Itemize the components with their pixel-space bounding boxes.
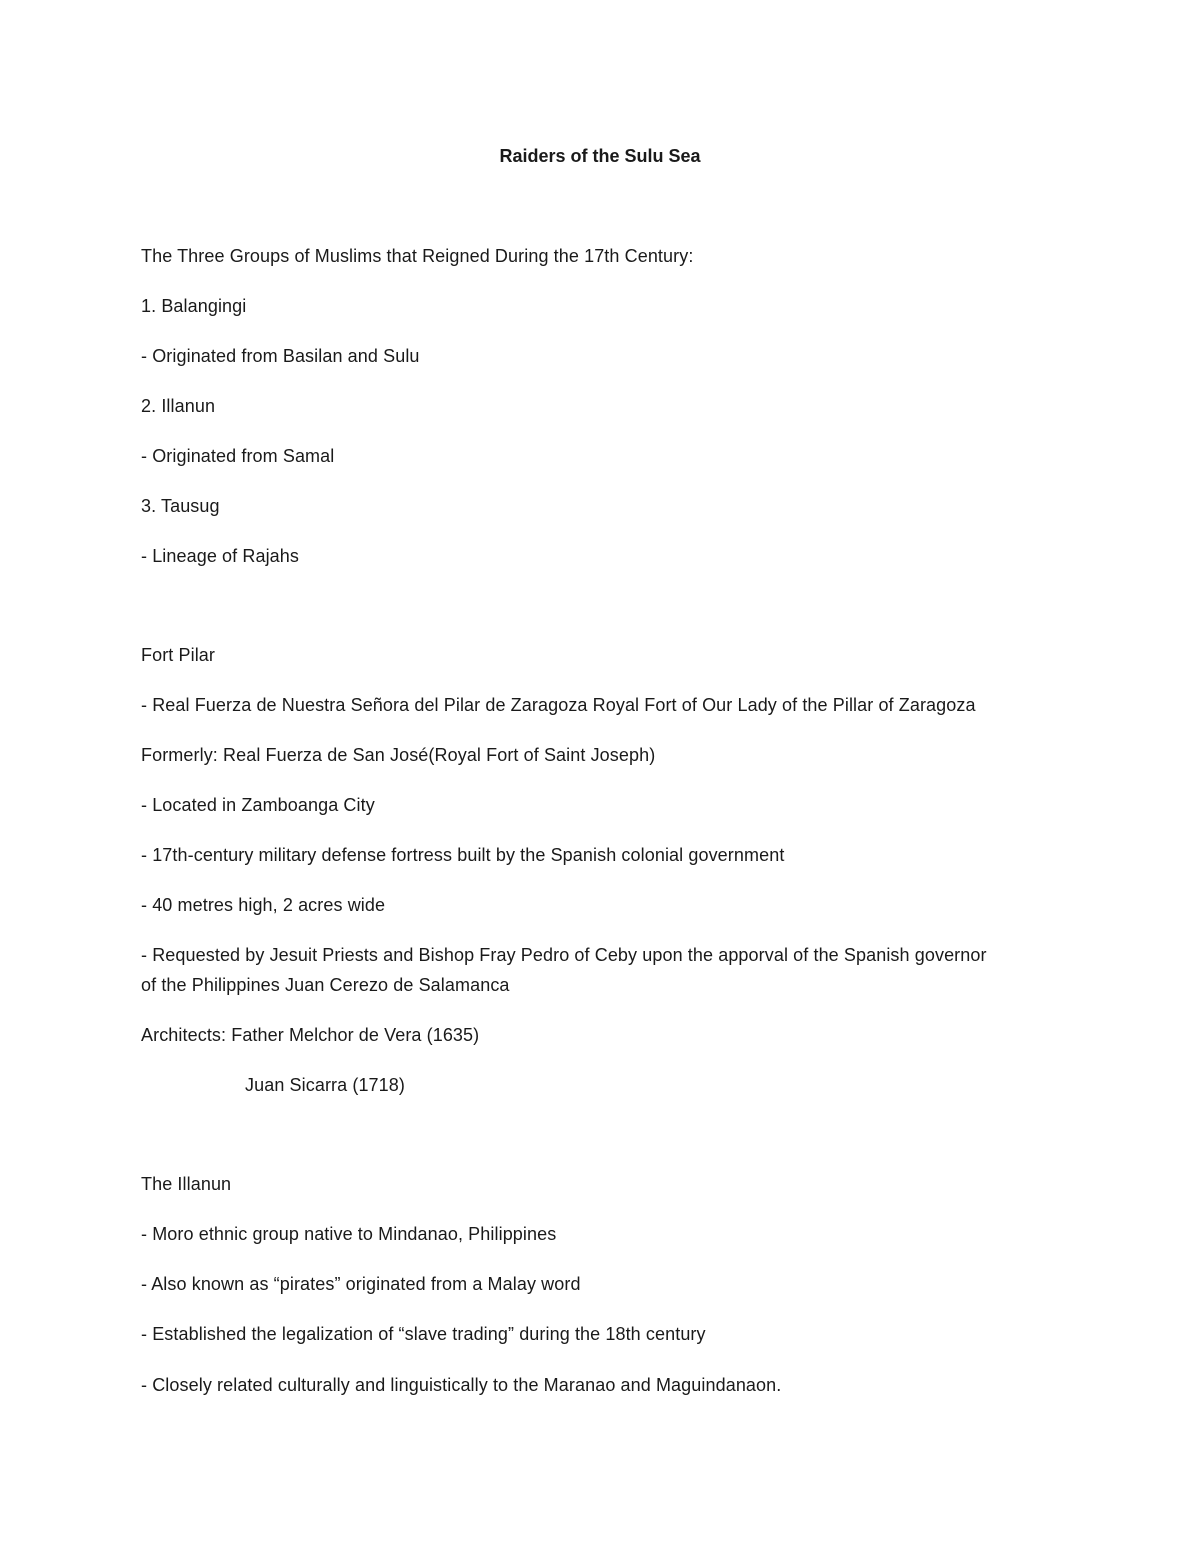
paragraph-line: - Located in Zamboanga City <box>141 795 375 815</box>
paragraph-line: - Closely related culturally and linguistically to the Maranao and Maguindanaon. <box>141 1375 782 1395</box>
list-item: 1. Balangingi <box>141 296 247 316</box>
list-item: 3. Tausug <box>141 496 220 516</box>
paragraph-line: - Requested by Jesuit Priests and Bishop Fray Pedro of Ceby upon the apporval of the Spanish governor <box>141 945 987 965</box>
list-item: 2. Illanun <box>141 396 216 416</box>
paragraph-line: - 40 metres high, 2 acres wide <box>141 895 386 915</box>
paragraph-line: Architects: Father Melchor de Vera (1635) <box>141 1025 480 1045</box>
section-heading-three-groups: The Three Groups of Muslims that Reigned During the 17th Century: <box>141 246 694 266</box>
paragraph-line: Formerly: Real Fuerza de San José(Royal Fort of Saint Joseph) <box>141 745 656 765</box>
list-item: - Originated from Samal <box>141 446 335 466</box>
section-heading-illanun: The Illanun <box>141 1174 232 1194</box>
paragraph-line: Juan Sicarra (1718) <box>245 1075 405 1095</box>
paragraph-line: - Moro ethnic group native to Mindanao, Philippines <box>141 1224 557 1244</box>
paragraph-line: - 17th-century military defense fortress built by the Spanish colonial government <box>141 845 785 865</box>
list-item: - Lineage of Rajahs <box>141 546 300 566</box>
paragraph-line: - Established the legalization of “slave trading” during the 18th century <box>141 1324 706 1344</box>
section-heading-fort-pilar: Fort Pilar <box>141 645 216 665</box>
paragraph-line: - Real Fuerza de Nuestra Señora del Pilar de Zaragoza Royal Fort of Our Lady of the Pillar of Zaragoza <box>141 695 976 715</box>
paragraph-line: - Also known as “pirates” originated from a Malay word <box>141 1274 581 1294</box>
list-item: - Originated from Basilan and Sulu <box>141 346 420 366</box>
document-title: Raiders of the Sulu Sea <box>499 146 701 166</box>
paragraph-line: of the Philippines Juan Cerezo de Salamanca <box>141 975 510 995</box>
